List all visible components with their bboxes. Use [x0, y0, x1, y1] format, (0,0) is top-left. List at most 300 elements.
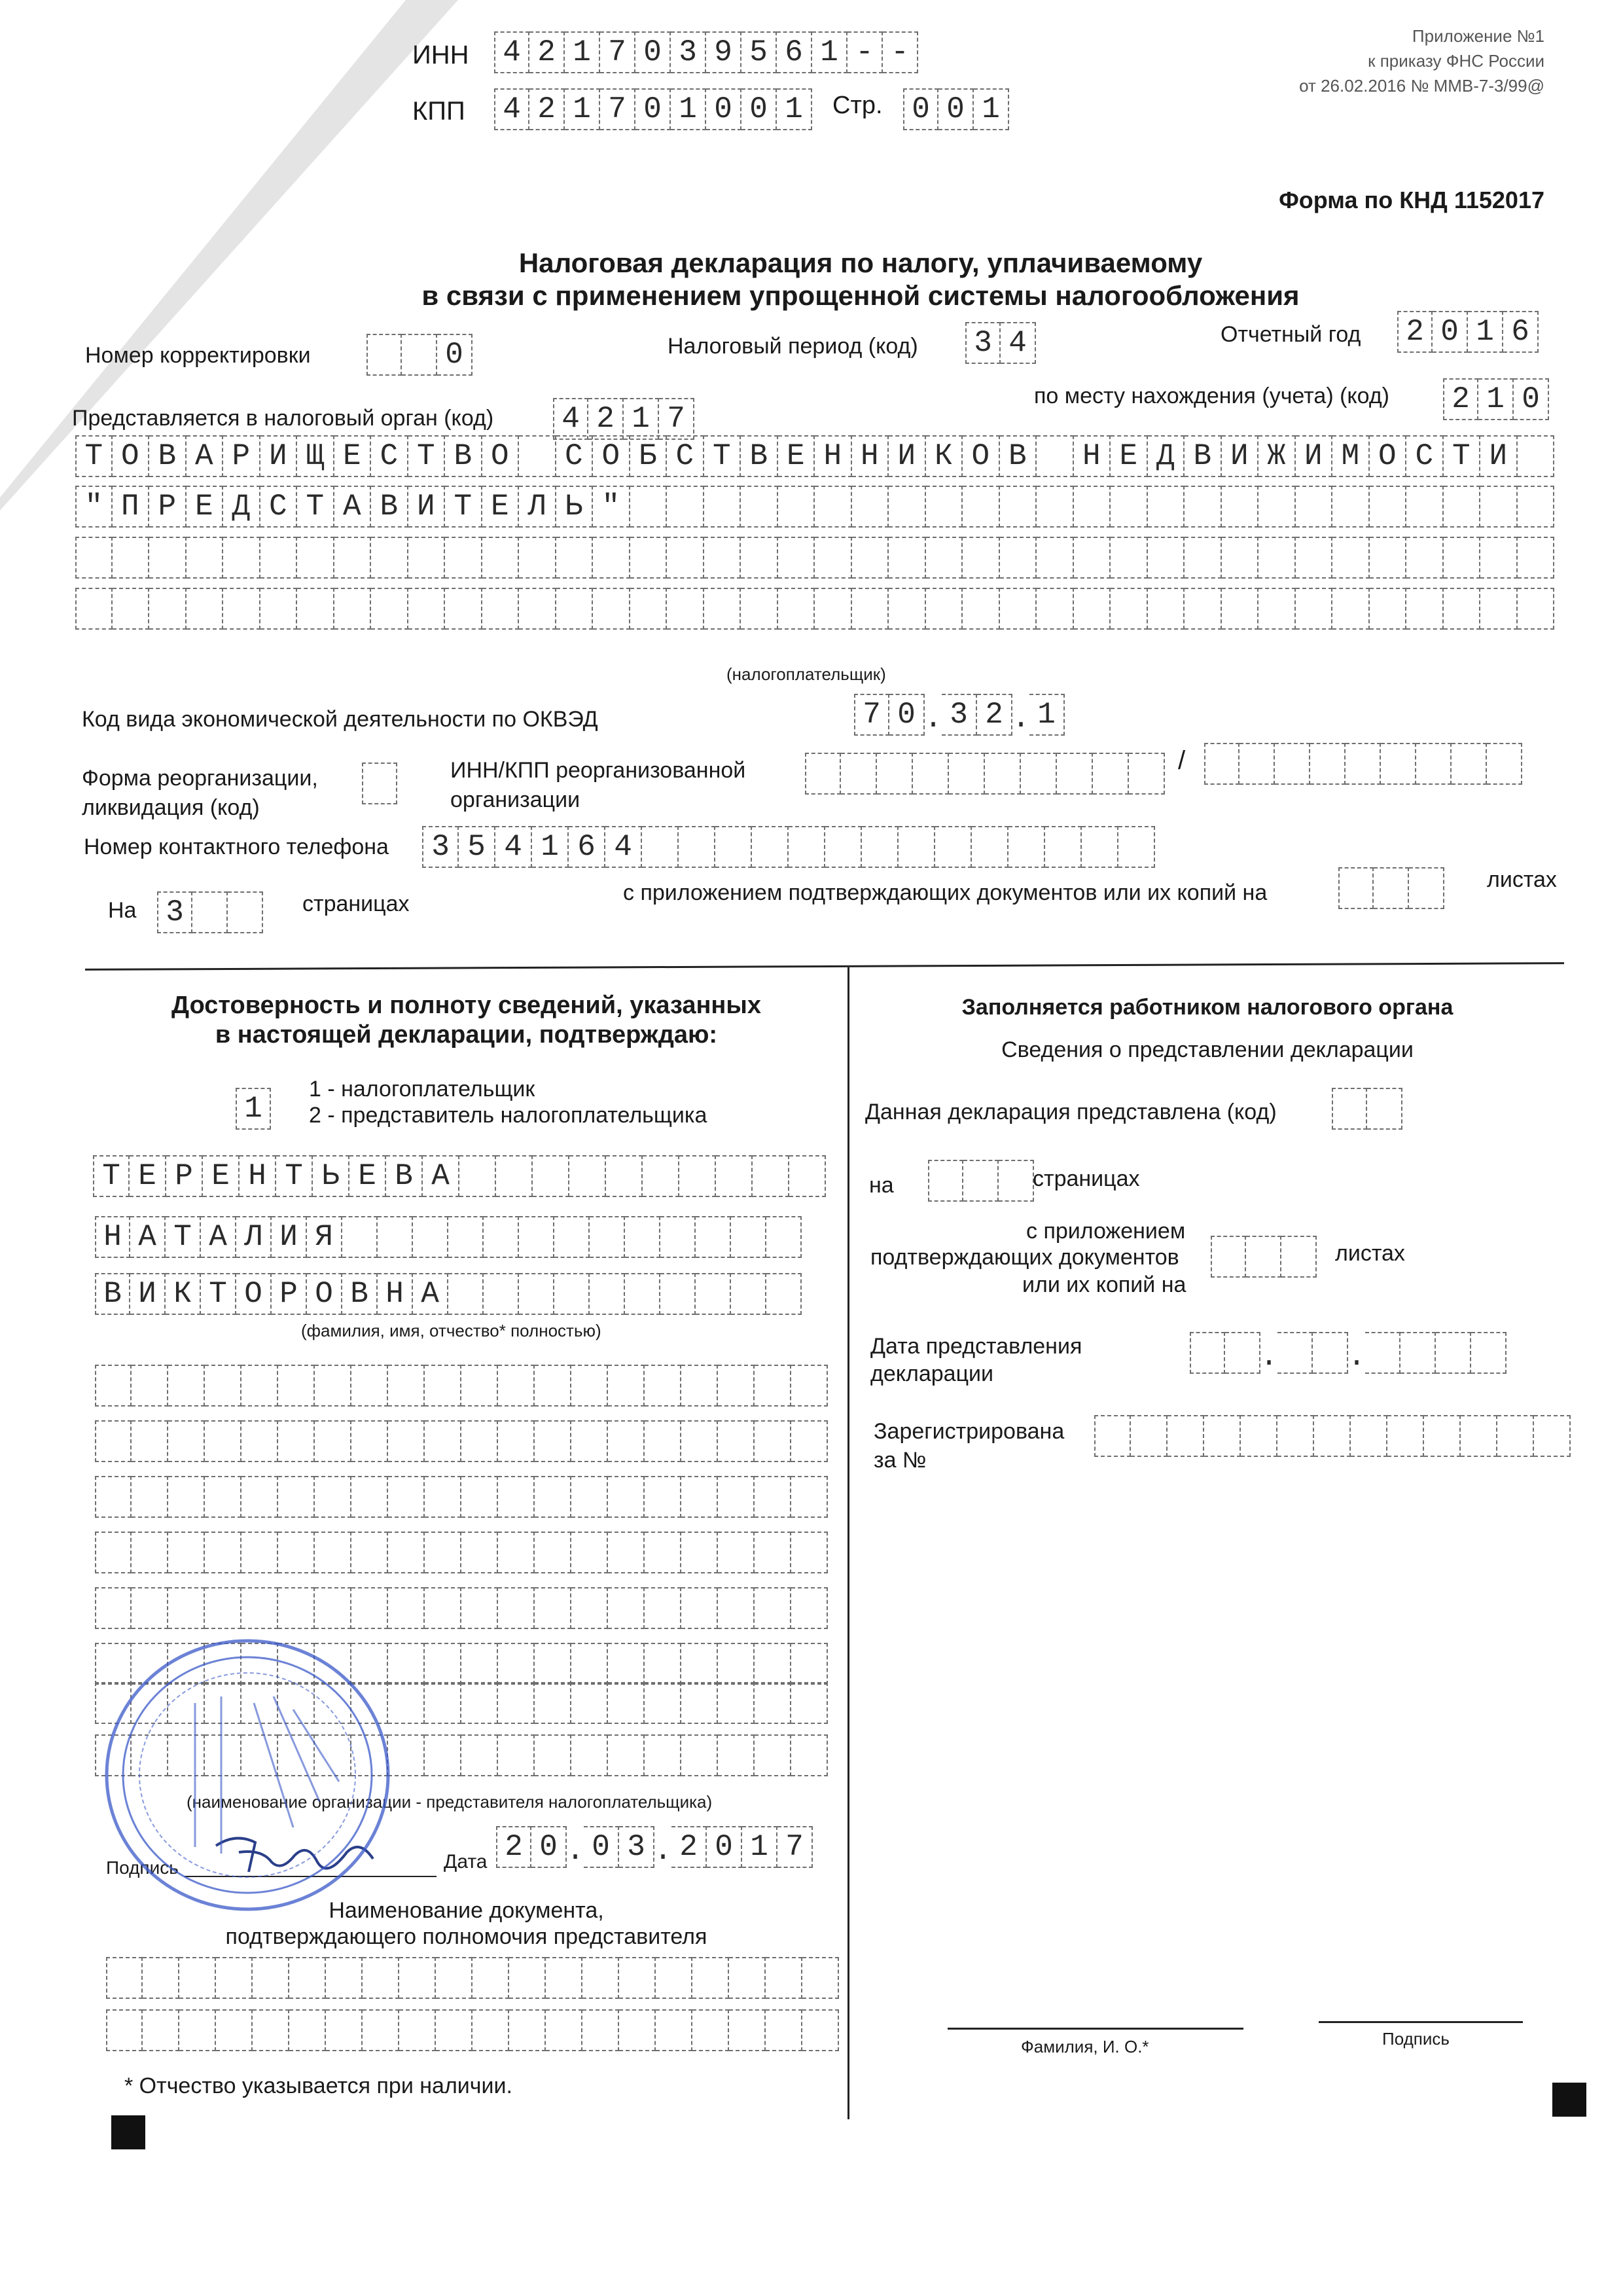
char-cell	[1480, 537, 1518, 579]
char-cell: 9	[706, 31, 741, 73]
char-cell	[436, 2009, 473, 2051]
char-cell	[1296, 588, 1333, 630]
char-cell	[791, 1476, 828, 1518]
right-fio-caption: Фамилия, И. О.*	[1021, 2037, 1149, 2056]
appendix-line3: от 26.02.2016 № ММВ-7-3/99@	[1299, 76, 1544, 96]
char-cell	[388, 1587, 425, 1629]
char-cell	[473, 1957, 509, 1999]
char-cell	[1346, 743, 1381, 785]
char-cell	[315, 1476, 351, 1518]
char-cell	[1332, 1088, 1367, 1130]
char-cell	[1444, 588, 1481, 630]
char-cell: 1	[236, 1088, 271, 1130]
char-cell: 3	[942, 694, 977, 736]
char-cell: Ж	[1258, 435, 1296, 477]
char-cell: Т	[166, 1216, 201, 1258]
char-cell	[766, 2009, 802, 2051]
char-cell	[1365, 1332, 1400, 1374]
char-cell: 4	[1001, 322, 1036, 364]
signer-option-1: 1 - налогоплательщик	[309, 1077, 535, 1102]
char-cell	[315, 1420, 351, 1462]
char-cell	[519, 1216, 554, 1258]
char-cell: Р	[166, 1155, 203, 1197]
char-cell: 0	[889, 694, 925, 736]
char-cell	[1381, 743, 1416, 785]
char-cell	[681, 1643, 718, 1685]
char-cell	[1338, 867, 1374, 909]
char-cell	[315, 1532, 351, 1573]
char-cell: Щ	[297, 435, 334, 477]
char-cell: 1	[1468, 311, 1503, 353]
pages-on-label: На	[108, 898, 137, 923]
vertical-divider	[847, 967, 849, 2119]
char-cell: 7	[854, 694, 889, 736]
char-cell	[498, 1420, 535, 1462]
char-cell	[791, 1420, 828, 1462]
char-cell	[755, 1682, 791, 1724]
char-cell	[413, 1216, 448, 1258]
char-cell	[619, 1957, 656, 1999]
char-cell	[571, 1643, 608, 1685]
char-cell: Р	[223, 435, 260, 477]
char-cell	[253, 2009, 289, 2051]
char-cell	[755, 1476, 791, 1518]
char-cell: 0	[707, 1826, 742, 1868]
char-cell	[461, 1420, 498, 1462]
char-cell	[241, 1420, 278, 1462]
char-cell	[681, 1532, 718, 1573]
char-cell: С	[667, 435, 704, 477]
char-cell: 7	[659, 398, 694, 440]
char-cell	[1111, 537, 1148, 579]
char-cell	[731, 1273, 766, 1315]
char-cell	[223, 537, 260, 579]
char-cell: А	[334, 486, 372, 528]
char-cell: В	[342, 1273, 378, 1315]
char-cell	[179, 1957, 216, 1999]
char-cell: Т	[408, 435, 446, 477]
char-cell: Т	[201, 1273, 236, 1315]
char-cell: Е	[1111, 435, 1148, 477]
char-cell	[656, 1957, 692, 1999]
char-cell	[388, 1365, 425, 1407]
char-cell	[889, 537, 926, 579]
char-cell	[802, 2009, 839, 2051]
char-cell	[1370, 588, 1407, 630]
char-cell	[95, 1532, 132, 1573]
char-cell: Д	[223, 486, 260, 528]
char-cell: 3	[671, 31, 706, 73]
char-cell	[963, 537, 1000, 579]
char-cell: 7	[600, 88, 635, 130]
char-cell	[402, 334, 437, 376]
char-cell	[645, 1587, 681, 1629]
char-cell: В	[1000, 435, 1037, 477]
char-cell	[972, 826, 1008, 868]
char-cell: О	[113, 435, 150, 477]
char-cell	[106, 2009, 143, 2051]
char-cell: Д	[1148, 435, 1185, 477]
char-cell	[425, 1532, 461, 1573]
char-cell	[1332, 486, 1370, 528]
patronymic-grid	[95, 1273, 802, 1316]
char-cell	[1241, 1415, 1277, 1457]
char-cell	[755, 1734, 791, 1776]
right-signature-caption: Подпись	[1382, 2029, 1450, 2049]
char-cell	[645, 1420, 681, 1462]
reorg-form-label-2: ликвидация (код)	[82, 795, 260, 820]
right-sheets-grid	[1211, 1236, 1317, 1279]
char-cell: 0	[584, 1826, 619, 1868]
char-cell	[482, 588, 520, 630]
char-cell	[1131, 1415, 1168, 1457]
char-cell	[533, 1155, 569, 1197]
char-cell: О	[236, 1273, 272, 1315]
appendix-line1: Приложение №1	[1412, 26, 1544, 46]
char-cell	[132, 1420, 168, 1462]
char-cell	[619, 2009, 656, 2051]
org-row-2	[95, 1420, 828, 1463]
horizontal-divider	[85, 962, 1564, 971]
submitted-label: Данная декларация представлена (код)	[865, 1100, 1277, 1124]
char-cell: 0	[741, 88, 777, 130]
char-cell: И	[1222, 435, 1259, 477]
char-cell: 2	[496, 1826, 531, 1868]
char-cell	[679, 826, 715, 868]
char-cell	[1471, 1332, 1507, 1374]
char-cell: 7	[777, 1826, 813, 1868]
char-cell: 2	[1443, 378, 1478, 420]
char-cell: М	[1332, 435, 1370, 477]
char-cell	[645, 1476, 681, 1518]
separator-dot: .	[924, 702, 942, 736]
char-cell	[899, 826, 935, 868]
char-cell	[535, 1532, 571, 1573]
char-cell	[852, 537, 889, 579]
char-cell	[1093, 753, 1129, 795]
char-cell	[963, 588, 1000, 630]
char-cell	[985, 753, 1021, 795]
char-cell	[519, 435, 556, 477]
char-cell	[399, 1957, 436, 1999]
char-cell	[1074, 537, 1111, 579]
char-cell	[132, 1476, 168, 1518]
char-cell	[498, 1476, 535, 1518]
char-cell	[729, 1957, 766, 1999]
char-cell	[519, 1273, 554, 1315]
char-cell	[645, 1643, 681, 1685]
char-cell: А	[423, 1155, 459, 1197]
char-cell	[791, 1734, 828, 1776]
char-cell	[1074, 486, 1111, 528]
char-cell: 1	[742, 1826, 777, 1868]
char-cell	[425, 1682, 461, 1724]
char-cell	[789, 1155, 826, 1197]
char-cell: 5	[741, 31, 777, 73]
char-cell	[388, 1532, 425, 1573]
char-cell	[1225, 1332, 1260, 1374]
location-grid	[1443, 378, 1549, 422]
okved-grid	[854, 694, 1065, 737]
char-cell	[351, 1476, 388, 1518]
char-cell	[315, 1365, 351, 1407]
right-pages-grid	[928, 1160, 1034, 1203]
char-cell	[571, 1365, 608, 1407]
char-cell: П	[113, 486, 150, 528]
right-date-label-1: Дата представления	[870, 1334, 1082, 1359]
char-cell	[1148, 537, 1185, 579]
char-cell	[1444, 537, 1481, 579]
char-cell	[535, 1734, 571, 1776]
char-cell	[692, 2009, 729, 2051]
char-cell: Н	[95, 1216, 130, 1258]
char-cell: Е	[334, 435, 372, 477]
char-cell	[498, 1532, 535, 1573]
char-cell	[741, 588, 778, 630]
char-cell: "	[75, 486, 113, 528]
doc-row-1	[106, 1957, 839, 2000]
char-cell	[179, 2009, 216, 2051]
char-cell	[95, 1365, 132, 1407]
signature-label: Подпись	[106, 1857, 179, 1878]
char-cell	[571, 1682, 608, 1724]
char-cell	[645, 1734, 681, 1776]
reorg-inn-grid	[805, 753, 1165, 796]
char-cell	[841, 753, 877, 795]
char-cell	[1258, 588, 1296, 630]
char-cell	[571, 1532, 608, 1573]
char-cell	[425, 1365, 461, 1407]
char-cell	[461, 1476, 498, 1518]
char-cell	[1406, 588, 1444, 630]
char-cell: О	[1370, 435, 1407, 477]
char-cell: Ь	[556, 486, 594, 528]
char-cell	[1129, 753, 1165, 795]
phone-grid	[422, 826, 1155, 869]
char-cell	[852, 486, 889, 528]
char-cell	[216, 1957, 253, 1999]
char-cell	[278, 1365, 315, 1407]
char-cell	[461, 1682, 498, 1724]
char-cell	[1008, 826, 1045, 868]
char-cell	[168, 1365, 205, 1407]
char-cell	[425, 1476, 461, 1518]
char-cell	[1518, 435, 1555, 477]
char-cell	[608, 1643, 645, 1685]
char-cell	[1045, 826, 1082, 868]
char-cell	[535, 1682, 571, 1724]
char-cell: Т	[75, 435, 113, 477]
char-cell: И	[130, 1273, 166, 1315]
doc-heading-1: Наименование документа,	[329, 1898, 604, 1923]
separator-dot: .	[654, 1834, 672, 1868]
char-cell	[132, 1532, 168, 1573]
char-cell	[1518, 486, 1555, 528]
char-cell	[815, 537, 852, 579]
char-cell	[342, 1216, 378, 1258]
char-cell: В	[149, 435, 187, 477]
surname-grid	[93, 1155, 826, 1198]
char-cell: О	[307, 1273, 342, 1315]
char-cell	[1118, 826, 1155, 868]
date-label: Дата	[444, 1851, 488, 1873]
organization-stamp	[97, 1631, 398, 1919]
char-cell: А	[413, 1273, 448, 1315]
char-cell	[1168, 1415, 1204, 1457]
char-cell: Е	[203, 1155, 240, 1197]
pages-label: страницах	[302, 891, 410, 916]
char-cell	[681, 1420, 718, 1462]
char-cell: И	[1480, 435, 1518, 477]
char-cell	[113, 588, 150, 630]
char-cell	[445, 537, 482, 579]
char-cell	[378, 1216, 413, 1258]
char-cell: С	[371, 435, 408, 477]
left-heading-2: в настоящей декларации, подтверждаю:	[215, 1021, 718, 1049]
char-cell	[1332, 588, 1370, 630]
char-cell	[741, 537, 778, 579]
char-cell: Е	[349, 1155, 386, 1197]
char-cell: И	[408, 486, 446, 528]
char-cell	[278, 1420, 315, 1462]
char-cell	[963, 486, 1000, 528]
char-cell	[1211, 1236, 1246, 1278]
appendix-line2: к приказу ФНС России	[1368, 51, 1544, 71]
char-cell	[205, 1476, 241, 1518]
char-cell	[1057, 753, 1093, 795]
char-cell	[1037, 486, 1074, 528]
char-cell: И	[889, 435, 926, 477]
char-cell	[461, 1643, 498, 1685]
char-cell: -	[847, 31, 883, 73]
separator-dot: .	[1347, 1340, 1366, 1374]
submitted-grid	[1332, 1088, 1402, 1131]
char-cell	[216, 2009, 253, 2051]
char-cell	[1452, 743, 1487, 785]
org-row-5	[95, 1587, 828, 1630]
separator-dot: .	[1012, 702, 1030, 736]
char-cell: Л	[236, 1216, 272, 1258]
reorg-form-grid	[362, 762, 397, 806]
char-cell	[315, 1587, 351, 1629]
char-cell	[642, 826, 679, 868]
char-cell: Н	[852, 435, 889, 477]
char-cell	[297, 588, 334, 630]
char-cell: И	[272, 1216, 307, 1258]
char-cell: О	[593, 435, 630, 477]
char-cell	[363, 2009, 399, 2051]
char-cell	[132, 1365, 168, 1407]
char-cell	[718, 1365, 755, 1407]
char-cell	[696, 1216, 731, 1258]
char-cell	[1480, 486, 1518, 528]
char-cell	[630, 486, 668, 528]
char-cell	[289, 1957, 326, 1999]
char-cell	[519, 588, 556, 630]
char-cell	[999, 1160, 1034, 1202]
period-grid	[965, 322, 1036, 365]
separator-dot: .	[1260, 1340, 1278, 1374]
char-cell	[535, 1643, 571, 1685]
char-cell	[1000, 537, 1037, 579]
tax-authority-label: Представляется в налоговый орган (код)	[72, 406, 494, 431]
char-cell	[645, 1365, 681, 1407]
kpp-label: КПП	[412, 97, 465, 126]
char-cell	[1258, 486, 1296, 528]
char-cell: 2	[588, 398, 624, 440]
reg-label-1: Зарегистрирована	[874, 1419, 1065, 1444]
location-label: по месту нахождения (учета) (код)	[1034, 384, 1389, 408]
char-cell: В	[386, 1155, 423, 1197]
char-cell: К	[166, 1273, 201, 1315]
org-caption: (наименование организации - представителя налогоплательщика)	[187, 1792, 713, 1812]
char-cell	[1222, 537, 1259, 579]
separator-dot: .	[566, 1834, 584, 1868]
char-cell	[963, 1160, 999, 1202]
char-cell	[625, 1273, 660, 1315]
taxpayer-row-1	[75, 435, 1554, 478]
char-cell	[704, 486, 741, 528]
char-cell	[1148, 588, 1185, 630]
char-cell	[425, 1420, 461, 1462]
char-cell	[660, 1273, 696, 1315]
char-cell	[75, 537, 113, 579]
char-cell: Т	[276, 1155, 313, 1197]
char-cell	[498, 1587, 535, 1629]
char-cell	[519, 537, 556, 579]
char-cell	[1185, 537, 1222, 579]
char-cell: 1	[565, 31, 600, 73]
char-cell: Е	[482, 486, 520, 528]
char-cell	[625, 1216, 660, 1258]
char-cell: Б	[630, 435, 668, 477]
char-cell	[1204, 743, 1240, 785]
char-cell	[473, 2009, 509, 2051]
inn-grid	[494, 31, 918, 75]
right-attach-3: или их копий на	[1022, 1272, 1186, 1297]
char-cell	[571, 1420, 608, 1462]
char-cell: А	[130, 1216, 166, 1258]
right-sheets-label: листах	[1335, 1241, 1405, 1266]
char-cell	[1480, 588, 1518, 630]
char-cell: В	[371, 486, 408, 528]
taxpayer-row-2	[75, 486, 1554, 529]
char-cell	[582, 2009, 619, 2051]
char-cell	[326, 2009, 363, 2051]
char-cell	[425, 1643, 461, 1685]
char-cell	[1436, 1332, 1471, 1374]
char-cell	[718, 1734, 755, 1776]
char-cell	[667, 588, 704, 630]
char-cell	[718, 1643, 755, 1685]
alignment-marker-left	[111, 2115, 145, 2149]
char-cell: К	[926, 435, 963, 477]
char-cell	[496, 1155, 533, 1197]
doc-heading-2: подтверждающего полномочия представителя	[225, 1924, 707, 1949]
char-cell	[1416, 743, 1452, 785]
char-cell	[791, 1587, 828, 1629]
char-cell	[535, 1587, 571, 1629]
char-cell: 1	[974, 88, 1009, 130]
char-cell: И	[260, 435, 298, 477]
char-cell	[755, 1420, 791, 1462]
char-cell: 4	[494, 31, 529, 73]
char-cell	[388, 1420, 425, 1462]
char-cell	[569, 1155, 606, 1197]
signer-code-grid	[236, 1088, 271, 1131]
char-cell	[143, 1957, 179, 1999]
char-cell	[778, 588, 815, 630]
